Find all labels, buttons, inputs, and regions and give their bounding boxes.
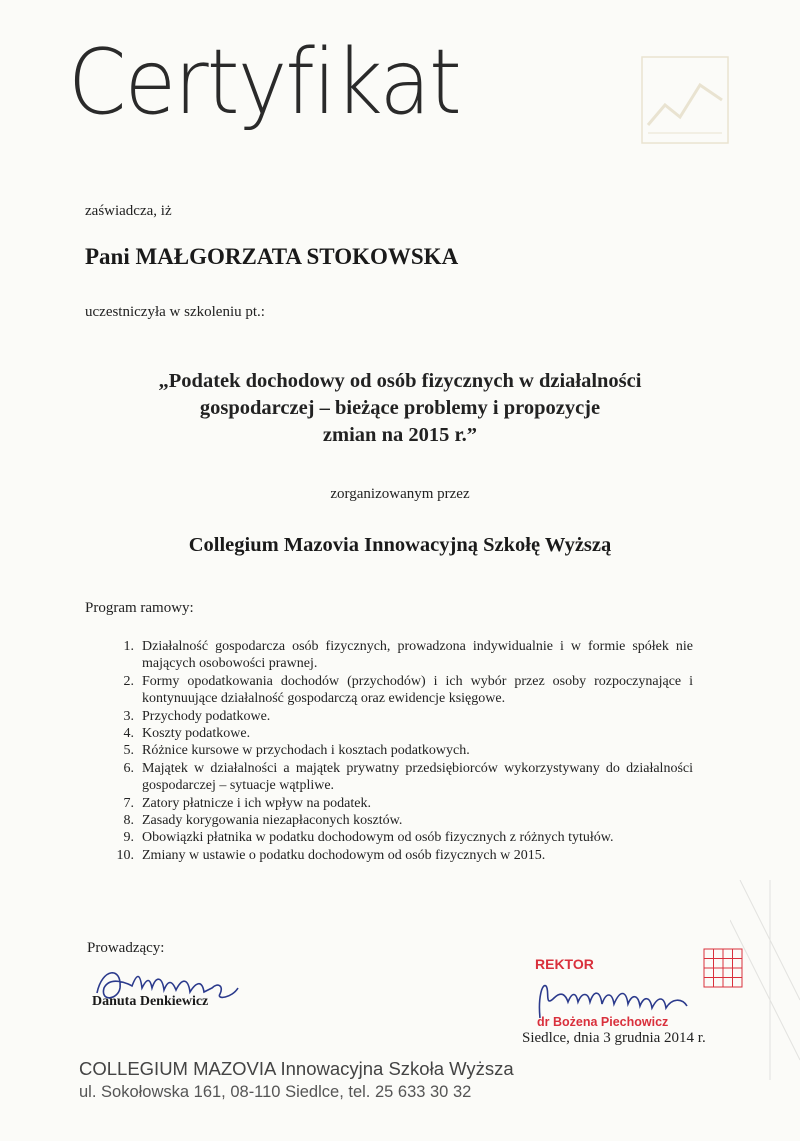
list-item	[108, 742, 693, 759]
organized-by-text: zorganizowanym przez	[330, 486, 470, 502]
item-number: 4.	[123, 726, 134, 742]
footer-college-name: COLLEGIUM MAZOVIA Innowacyjna Szkoła Wyższa	[79, 1058, 514, 1079]
item-text: Formy opodatkowania dochodów (przychodów) i ich wybór przez osoby rozpoczynające i kontynuujące działalność gospodarczą oraz ewidencje księgowe.	[142, 673, 693, 707]
item-text: Przychody podatkowe.	[142, 708, 271, 724]
list-item	[108, 725, 693, 742]
item-text: Działalność gospodarcza osób fizycznych, prowadzona indywidualnie i w formie spółek nie mających osobowości prawnej.	[142, 639, 693, 672]
item-text: Koszty podatkowe.	[142, 726, 251, 742]
rector-name: dr Bożena Piechowicz	[537, 1015, 669, 1029]
item-number: 1.	[123, 639, 134, 654]
college-grid-logo	[703, 948, 743, 988]
participation-text: uczestniczyła w szkoleniu pt.:	[85, 304, 265, 320]
course-title	[90, 368, 710, 449]
organizer-name: Collegium Mazovia Innowacyjną Szkołę Wyższą	[188, 534, 612, 556]
item-text: Obowiązki płatnika w podatku dochodowym od osób fizycznych z różnych tytułów.	[142, 830, 614, 846]
course-title-line: „Podatek dochodowy od osób fizycznych w działalności	[158, 370, 642, 392]
program-list	[108, 638, 693, 864]
list-item	[108, 673, 693, 708]
item-text: Majątek w działalności a majątek prywatny przedsiębiorców wykorzystywany do działalności gospodarczej – sytuacje wątpliwe.	[142, 760, 693, 794]
trainer-label: Prowadzący:	[87, 940, 165, 956]
program-heading: Program ramowy:	[85, 600, 194, 616]
item-number: 2.	[123, 673, 134, 689]
item-number: 3.	[123, 708, 134, 724]
college-logo-watermark	[640, 55, 730, 145]
trainer-name: Danuta Denkiewicz	[92, 994, 209, 1009]
rector-label: REKTOR	[535, 956, 594, 972]
list-item	[108, 795, 693, 812]
item-text: Zasady korygowania niezapłaconych kosztów.	[142, 813, 403, 829]
recipient-name: Pani MAŁGORZATA STOKOWSKA	[85, 244, 459, 269]
list-item	[108, 708, 693, 725]
item-number: 7.	[123, 795, 134, 811]
item-number: 6.	[123, 760, 134, 776]
course-title-line: gospodarczej – bieżące problemy i propozycje	[199, 397, 601, 419]
list-item	[108, 638, 693, 673]
list-item	[108, 847, 693, 864]
intro-text: zaświadcza, iż	[85, 203, 172, 219]
footer-address: ul. Sokołowska 161, 08-110 Siedlce, tel. 25 633 30 32	[79, 1083, 472, 1101]
item-number: 10.	[116, 847, 134, 863]
item-text: Zmiany w ustawie o podatku dochodowym od osób fizycznych w 2015.	[142, 847, 546, 863]
item-text: Różnice kursowe w przychodach i kosztach podatkowych.	[142, 743, 470, 759]
item-number: 8.	[123, 813, 134, 829]
list-item	[108, 812, 693, 829]
item-number: 9.	[123, 830, 134, 846]
list-item	[108, 829, 693, 846]
place-date: Siedlce, dnia 3 grudnia 2014 r.	[522, 1030, 706, 1046]
item-number: 5.	[123, 743, 134, 759]
list-item	[108, 760, 693, 795]
item-text: Zatory płatnicze i ich wpływ na podatek.	[142, 795, 371, 811]
certificate-title: Certyfikat	[68, 30, 460, 135]
course-title-line: zmian na 2015 r.”	[322, 424, 478, 446]
